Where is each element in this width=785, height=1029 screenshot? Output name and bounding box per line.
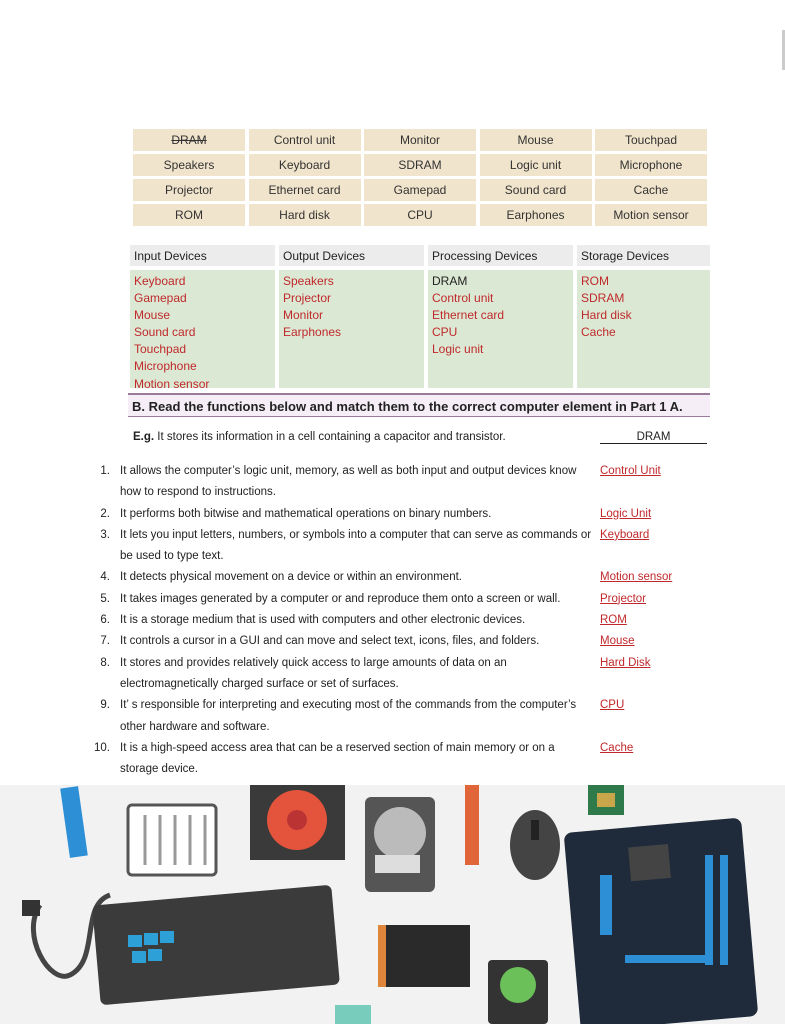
word-bank-cell: Cache [595,179,707,201]
question-number: 10. [94,741,110,754]
category-item: Sound card [134,325,196,340]
category-header: Output Devices [279,245,424,266]
category-item: Ethernet card [432,308,505,323]
question-item [92,695,625,738]
question-text: It’ s responsible for interpreting and executing most of the commands from the computer’s other hardware and software. [120,699,577,733]
question-item [92,461,661,504]
category-item: Motion sensor [134,376,210,391]
category-item: Projector [283,291,332,306]
category-item: Microphone [134,359,197,374]
word-bank-cell: CPU [364,204,476,226]
category-item: SDRAM [581,291,625,306]
section-b-title: B. Read the functions below and match them to the correct computer element in Part 1 A. [128,393,710,417]
category-item: Mouse [134,308,171,323]
word-bank-cell: DRAM [133,129,245,151]
question-text: It stores and provides relatively quick access to large amounts of data on an electromagnetically charged surface or set of surfaces. [120,656,507,690]
category-header: Input Devices [130,245,275,266]
category-item: CPU [432,325,458,340]
word-bank-cell: Mouse [480,129,592,151]
question-text: It takes images generated by a computer or and reproduce them onto a screen or wall. [120,592,561,605]
word-bank-cell: Touchpad [595,129,707,151]
category-item: Hard disk [581,308,632,323]
question-text: It is a high-speed access area that can be a reserved section of main memory or on a storage device. [120,741,555,776]
question-number: 8. [100,656,110,669]
question-item [92,525,650,568]
category-item: Speakers [283,274,334,288]
question-number: 3. [100,528,110,541]
word-bank-cell: Ethernet card [249,179,361,201]
answer-text: Cache [600,741,634,754]
example-sentence: It stores its information in a cell containing a capacitor and transistor. [154,431,506,443]
question-item [92,631,635,652]
question-number: 2. [100,507,110,520]
word-bank-cell: SDRAM [364,154,476,176]
category-item: Logic unit [432,342,484,357]
answer-text: Hard Disk [600,656,651,669]
answer-text: Mouse [600,635,635,648]
category-item: Touchpad [134,342,187,357]
question-item [92,567,673,588]
question-number: 7. [100,635,110,648]
question-number: 4. [100,571,110,584]
example-text [133,431,506,443]
answer-text: Control Unit [600,465,661,477]
word-bank-cell: Logic unit [480,154,592,176]
category-header: Storage Devices [577,245,710,266]
word-bank-cell: Monitor [364,129,476,151]
word-bank-cell: Motion sensor [595,204,707,226]
word-bank-cell: Keyboard [249,154,361,176]
word-bank-cell: Earphones [480,204,592,226]
category-item: DRAM [432,274,468,288]
word-bank-cell: Projector [133,179,245,201]
category-cell [577,270,710,388]
question-text: It allows the computer’s logic unit, memory, as well as both input and output devices know how to respond to instructions. [120,465,577,499]
example-answer: DRAM [600,431,707,444]
category-cell [130,270,275,391]
answer-text: ROM [600,614,627,627]
word-bank-cell: Speakers [133,154,245,176]
word-bank-cell: Hard disk [249,204,361,226]
question-item [92,738,634,781]
category-header: Processing Devices [428,245,573,266]
category-cell [279,270,424,388]
word-bank-cell: Microphone [595,154,707,176]
word-bank-cell: Sound card [480,179,592,201]
answer-text: Keyboard [600,528,650,541]
question-text: It lets you input letters, numbers, or symbols into a computer that can serve as commands or be used to type text. [120,528,592,563]
question-text: It detects physical movement on a device or within an environment. [120,571,462,584]
question-item [92,589,647,610]
answer-text: Motion sensor [600,571,673,584]
category-item: Gamepad [134,291,187,306]
category-item: Keyboard [134,274,186,288]
answer-text: CPU [600,699,625,712]
question-text: It is a storage medium that is used with computers and other electronic devices. [120,614,526,627]
question-number: 6. [100,614,110,627]
question-text: It controls a cursor in a GUI and can move and select text, icons, files, and folders. [120,635,540,648]
category-table [130,245,710,391]
category-item: Monitor [283,308,324,323]
word-bank [133,129,707,226]
question-item [92,504,652,525]
question-list [92,461,712,780]
answer-text: Projector [600,592,647,605]
word-bank-cell: Control unit [249,129,361,151]
word-bank-cell: ROM [133,204,245,226]
question-text: It performs both bitwise and mathematical operations on binary numbers. [120,507,492,520]
category-item: Control unit [432,291,494,306]
answer-text: Logic Unit [600,507,652,520]
hardware-illustration [0,785,785,1024]
question-number: 1. [100,465,110,477]
example-label: E.g. [133,431,155,443]
computer-parts-icon [0,785,785,1024]
category-cell [428,270,573,388]
question-item [92,610,627,631]
category-item: ROM [581,274,609,288]
category-item: Cache [581,325,616,340]
category-item: Earphones [283,325,342,340]
word-bank-cell: Gamepad [364,179,476,201]
question-number: 9. [100,699,110,712]
question-item [92,653,651,696]
question-number: 5. [100,592,110,605]
